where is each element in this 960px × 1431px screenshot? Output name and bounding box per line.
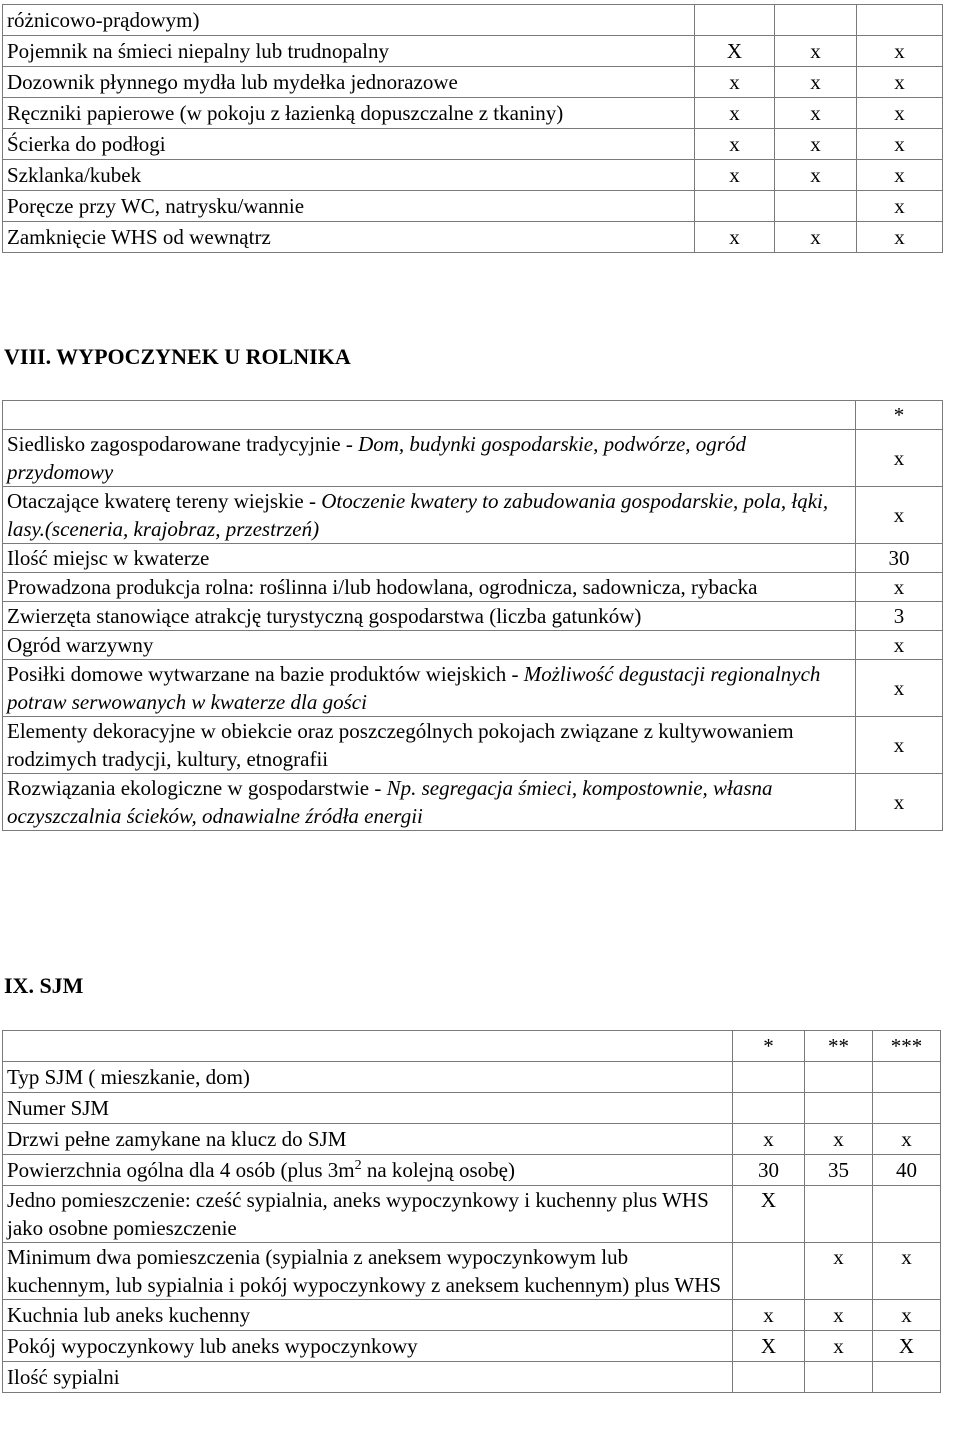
criterion-label: Ilość miejsc w kwaterze — [7, 546, 210, 570]
category-mark — [695, 191, 775, 222]
requirement-cell — [3, 1331, 733, 1362]
header-blank — [3, 401, 856, 430]
table-row — [3, 1062, 941, 1093]
criterion-description: Dom, budynki gospodarskie, podwórze, ogród przydomowy — [7, 432, 746, 484]
criterion-value: x — [856, 631, 943, 660]
category-header: * — [856, 401, 943, 430]
category-mark: X — [873, 1331, 941, 1362]
criterion-cell — [3, 717, 856, 774]
category-mark: x — [857, 160, 943, 191]
table-row — [3, 1155, 941, 1186]
requirement-label: Minimum dwa pomieszczenia (sypialnia z aneksem wypoczynkowym lub kuchennym, lub sypialnia i pokój wypoczynkowy z aneksem kuchennym) plus WHS — [7, 1245, 722, 1297]
category-mark: X — [695, 36, 775, 67]
category-mark: x — [733, 1300, 805, 1331]
requirement-label: Numer SJM — [7, 1096, 110, 1120]
table-row — [3, 1331, 941, 1362]
criterion-description: Np. segregacja śmieci, kompostownie, własna oczyszczalnia ścieków, odnawialne źródła energii — [7, 776, 773, 828]
requirement-label: Jedno pomieszczenie: cześć sypialnia, aneks wypoczynkowy i kuchenny plus WHS jako osobne pomieszczenie — [7, 1188, 709, 1240]
category-mark: x — [857, 191, 943, 222]
category-mark — [733, 1093, 805, 1124]
criterion-description: Możliwość degustacji regionalnych potraw serwowanych w kwaterze dla gości — [7, 662, 821, 714]
category-mark — [873, 1093, 941, 1124]
category-mark: x — [873, 1243, 941, 1300]
sanitary-equipment-table — [2, 4, 943, 253]
table-row — [3, 430, 943, 487]
category-mark: x — [857, 67, 943, 98]
criterion-value: x — [856, 573, 943, 602]
category-mark: X — [733, 1186, 805, 1243]
requirement-cell — [3, 1093, 733, 1124]
category-mark — [775, 191, 857, 222]
category-mark: x — [695, 222, 775, 253]
category-mark: 30 — [733, 1155, 805, 1186]
criterion-cell — [3, 774, 856, 831]
requirement-label: Kuchnia lub aneks kuchenny — [7, 1303, 251, 1327]
category-mark: x — [695, 129, 775, 160]
table-row — [3, 602, 943, 631]
requirement-label: Powierzchnia ogólna dla 4 osób (plus 3m — [7, 1158, 355, 1182]
criterion-value: 30 — [856, 544, 943, 573]
item-label: Poręcze przy WC, natrysku/wannie — [3, 191, 695, 222]
sjm-table — [2, 1030, 941, 1393]
table-row — [3, 36, 943, 67]
category-header: *** — [873, 1031, 941, 1062]
category-mark — [873, 1186, 941, 1243]
requirement-cell — [3, 1243, 733, 1300]
requirement-cell — [3, 1186, 733, 1243]
category-header: ** — [805, 1031, 873, 1062]
table-row — [3, 1300, 941, 1331]
category-mark: x — [857, 129, 943, 160]
header-row — [3, 401, 943, 430]
category-mark: x — [695, 160, 775, 191]
criterion-label: Ogród warzywny — [7, 633, 154, 657]
criterion-label: Elementy dekoracyjne w obiekcie oraz poszczególnych pokojach związane z kultywowaniem rodzimych tradycji, kultury, etnografii — [7, 719, 794, 771]
table-row — [3, 631, 943, 660]
criterion-description: Otoczenie kwatery to zabudowania gospodarskie, pola, łąki, lasy.(sceneria, krajobraz, przestrzeń) — [7, 489, 829, 541]
criterion-cell — [3, 660, 856, 717]
category-mark: x — [775, 160, 857, 191]
requirement-cell — [3, 1362, 733, 1393]
category-mark: x — [873, 1300, 941, 1331]
category-mark: x — [733, 1124, 805, 1155]
category-mark — [805, 1186, 873, 1243]
requirement-cell — [3, 1124, 733, 1155]
criterion-value: x — [856, 717, 943, 774]
criterion-value: x — [856, 487, 943, 544]
criterion-label: Rozwiązania ekologiczne w gospodarstwie - — [7, 776, 387, 800]
criterion-label: Zwierzęta stanowiące atrakcję turystyczną gospodarstwa (liczba gatunków) — [7, 604, 642, 628]
criterion-value: x — [856, 430, 943, 487]
item-label: Szklanka/kubek — [3, 160, 695, 191]
header-blank — [3, 1031, 733, 1062]
category-mark: x — [873, 1124, 941, 1155]
category-mark — [805, 1362, 873, 1393]
category-mark: 35 — [805, 1155, 873, 1186]
category-mark: 40 — [873, 1155, 941, 1186]
section-heading-sjm: IX. SJM — [4, 973, 84, 998]
category-mark: x — [805, 1124, 873, 1155]
category-mark — [805, 1062, 873, 1093]
criterion-cell — [3, 487, 856, 544]
category-mark — [805, 1093, 873, 1124]
category-mark — [733, 1062, 805, 1093]
category-mark: x — [857, 36, 943, 67]
criterion-label: Otaczające kwaterę tereny wiejskie - — [7, 489, 322, 513]
category-mark: x — [805, 1243, 873, 1300]
requirement-cell — [3, 1155, 733, 1186]
requirement-label: Typ SJM ( mieszkanie, dom) — [7, 1065, 250, 1089]
requirement-cell — [3, 1062, 733, 1093]
category-mark: x — [695, 67, 775, 98]
table-row — [3, 660, 943, 717]
category-mark: x — [805, 1300, 873, 1331]
criterion-value: x — [856, 660, 943, 717]
table-row — [3, 573, 943, 602]
criterion-cell — [3, 430, 856, 487]
table-row — [3, 222, 943, 253]
category-mark — [695, 5, 775, 36]
category-mark: x — [775, 222, 857, 253]
criterion-cell — [3, 544, 856, 573]
table-row — [3, 1124, 941, 1155]
table-row — [3, 129, 943, 160]
category-mark: x — [857, 98, 943, 129]
superscript: 2 — [354, 1158, 362, 1173]
requirement-label: Drzwi pełne zamykane na klucz do SJM — [7, 1127, 347, 1151]
item-label: Zamknięcie WHS od wewnątrz — [3, 222, 695, 253]
category-mark: x — [695, 98, 775, 129]
category-mark: x — [775, 98, 857, 129]
criterion-cell — [3, 631, 856, 660]
category-mark: X — [733, 1331, 805, 1362]
category-mark: x — [775, 129, 857, 160]
requirement-label: Ilość sypialni — [7, 1365, 120, 1389]
table-row — [3, 160, 943, 191]
criterion-label: Prowadzona produkcja rolna: roślinna i/lub hodowlana, ogrodnicza, sadownicza, rybacka — [7, 575, 758, 599]
category-mark — [775, 5, 857, 36]
table-row — [3, 67, 943, 98]
table-row — [3, 487, 943, 544]
table-row — [3, 717, 943, 774]
section-heading-wypoczynek: VIII. WYPOCZYNEK U ROLNIKA — [4, 344, 351, 369]
item-label: Ścierka do podłogi — [3, 129, 695, 160]
criterion-label: Posiłki domowe wytwarzane na bazie produktów wiejskich - — [7, 662, 524, 686]
table-row — [3, 191, 943, 222]
criterion-value: x — [856, 774, 943, 831]
criterion-cell — [3, 602, 856, 631]
table-row — [3, 544, 943, 573]
category-mark — [857, 5, 943, 36]
table-row — [3, 1186, 941, 1243]
requirement-cell — [3, 1300, 733, 1331]
category-mark: x — [805, 1331, 873, 1362]
category-mark — [733, 1243, 805, 1300]
table-row — [3, 1093, 941, 1124]
requirement-label: Pokój wypoczynkowy lub aneks wypoczynkowy — [7, 1334, 418, 1358]
category-mark — [733, 1362, 805, 1393]
header-row — [3, 1031, 941, 1062]
category-mark: x — [775, 36, 857, 67]
item-label: Dozownik płynnego mydła lub mydełka jednorazowe — [3, 67, 695, 98]
table-row — [3, 774, 943, 831]
category-mark — [873, 1362, 941, 1393]
item-label: różnicowo-prądowym) — [3, 5, 695, 36]
table-row — [3, 1243, 941, 1300]
criterion-label: Siedlisko zagospodarowane tradycyjnie - — [7, 432, 359, 456]
criterion-value: 3 — [856, 602, 943, 631]
criterion-cell — [3, 573, 856, 602]
table-row — [3, 5, 943, 36]
item-label: Pojemnik na śmieci niepalny lub trudnopalny — [3, 36, 695, 67]
category-mark: x — [775, 67, 857, 98]
farm-stay-table — [2, 400, 943, 831]
category-header: * — [733, 1031, 805, 1062]
requirement-label-cont: na kolejną osobę) — [361, 1158, 515, 1182]
item-label: Ręczniki papierowe (w pokoju z łazienką dopuszczalne z tkaniny) — [3, 98, 695, 129]
category-mark — [873, 1062, 941, 1093]
table-row — [3, 1362, 941, 1393]
table-row — [3, 98, 943, 129]
category-mark: x — [857, 222, 943, 253]
